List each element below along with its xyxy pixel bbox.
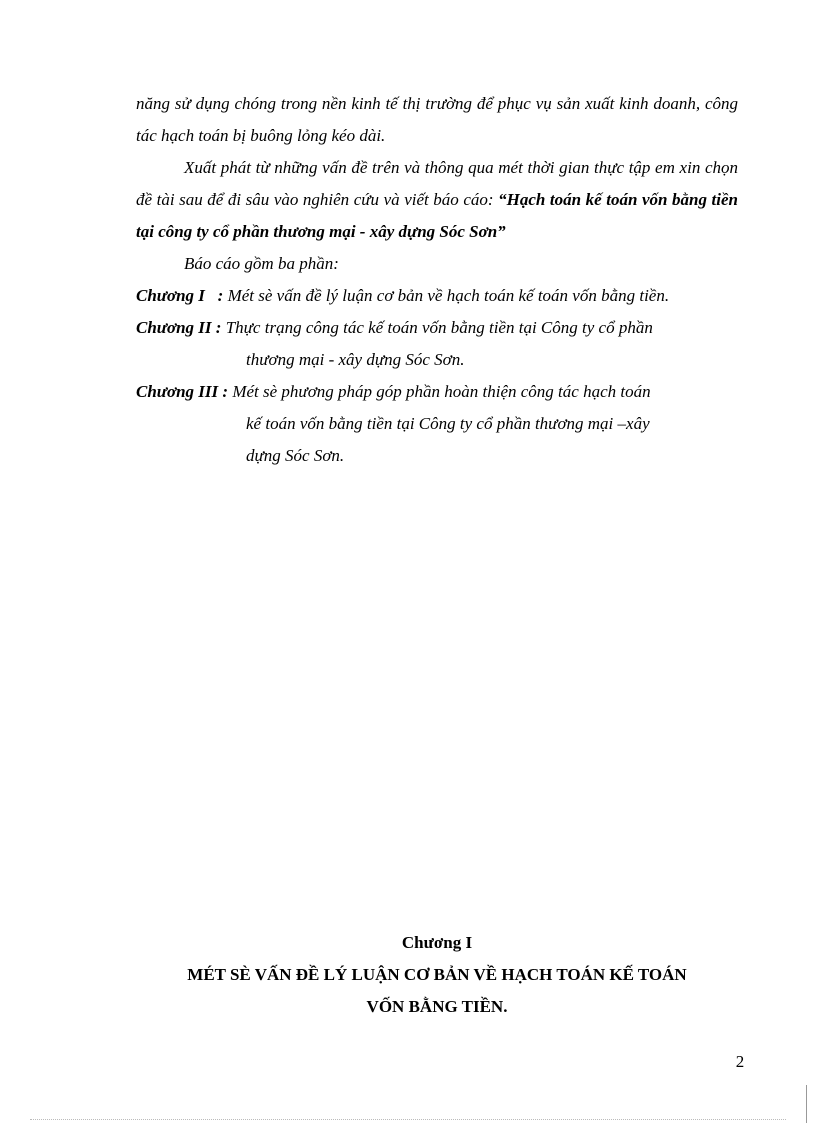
report-title-part2: toán vốn bằng tiền tại công ty cổ phần thương mại - xây dựng Sóc Sơn” <box>136 190 738 241</box>
page-edge-marker <box>806 1085 807 1123</box>
chapter-title-line1: MÉT SÈ VẤN ĐỀ LÝ LUẬN CƠ BẢN VỀ HẠCH TOÁN KẾ TOÁN <box>187 965 687 984</box>
page-bottom-border <box>30 1119 786 1120</box>
paragraph-topic-line1: Xuất phát từ những vấn đề trên và thông qua mét thời gian thực tập em <box>184 158 675 177</box>
body-text <box>136 88 738 472</box>
chapter-3-text-line1: Mét sè phương pháp góp phần hoàn thiện công tác hạch toán <box>232 382 651 401</box>
chapter-1-text: Mét sè vấn đề lý luận cơ bản về hạch toán kế toán vốn bằng tiền. <box>227 286 670 305</box>
paragraph-structure: Báo cáo gồm ba phần: <box>184 254 339 273</box>
chapter-3-text-line3: dựng Sóc Sơn. <box>246 446 345 465</box>
paragraph-intro-line1: năng sử dụng chóng trong nền kinh tế thị trường để phục vụ sản xuất kinh <box>136 94 649 113</box>
paragraph-topic-line2: xin chọn đề tài sau để đi sâu vào nghiên cứu và viết báo cáo: <box>136 158 739 209</box>
chapter-2-text-line2: thương mại - xây dựng Sóc Sơn. <box>246 350 465 369</box>
paragraph-topic <box>136 152 738 248</box>
chapter-2-text-line1: Thực trạng công tác kế toán vốn bằng tiền tại Công ty cổ phần <box>225 318 653 337</box>
chapter-3-label: Chương III : <box>136 382 233 401</box>
chapter-3-text-line2: kế toán vốn bằng tiền tại Công ty cổ phần thương mại –xây <box>246 414 650 433</box>
report-title-part1: “Hạch toán kế <box>498 190 602 209</box>
chapter-2-entry <box>136 312 738 376</box>
chapter-title-line2: VỐN BẰNG TIỀN. <box>366 997 508 1016</box>
paragraph-intro-line2: doanh, công tác hạch toán bị buông lỏng kéo dài. <box>136 94 738 145</box>
page-number: 2 <box>735 1052 745 1071</box>
chapter-heading: Chương I <box>401 933 473 952</box>
chapter-3-entry <box>136 376 738 472</box>
chapter-2-label: Chương II : <box>136 318 226 337</box>
chapter-1-label: Chương I : <box>136 286 228 305</box>
paragraph-intro <box>136 88 738 152</box>
chapter-1-entry <box>136 280 738 312</box>
